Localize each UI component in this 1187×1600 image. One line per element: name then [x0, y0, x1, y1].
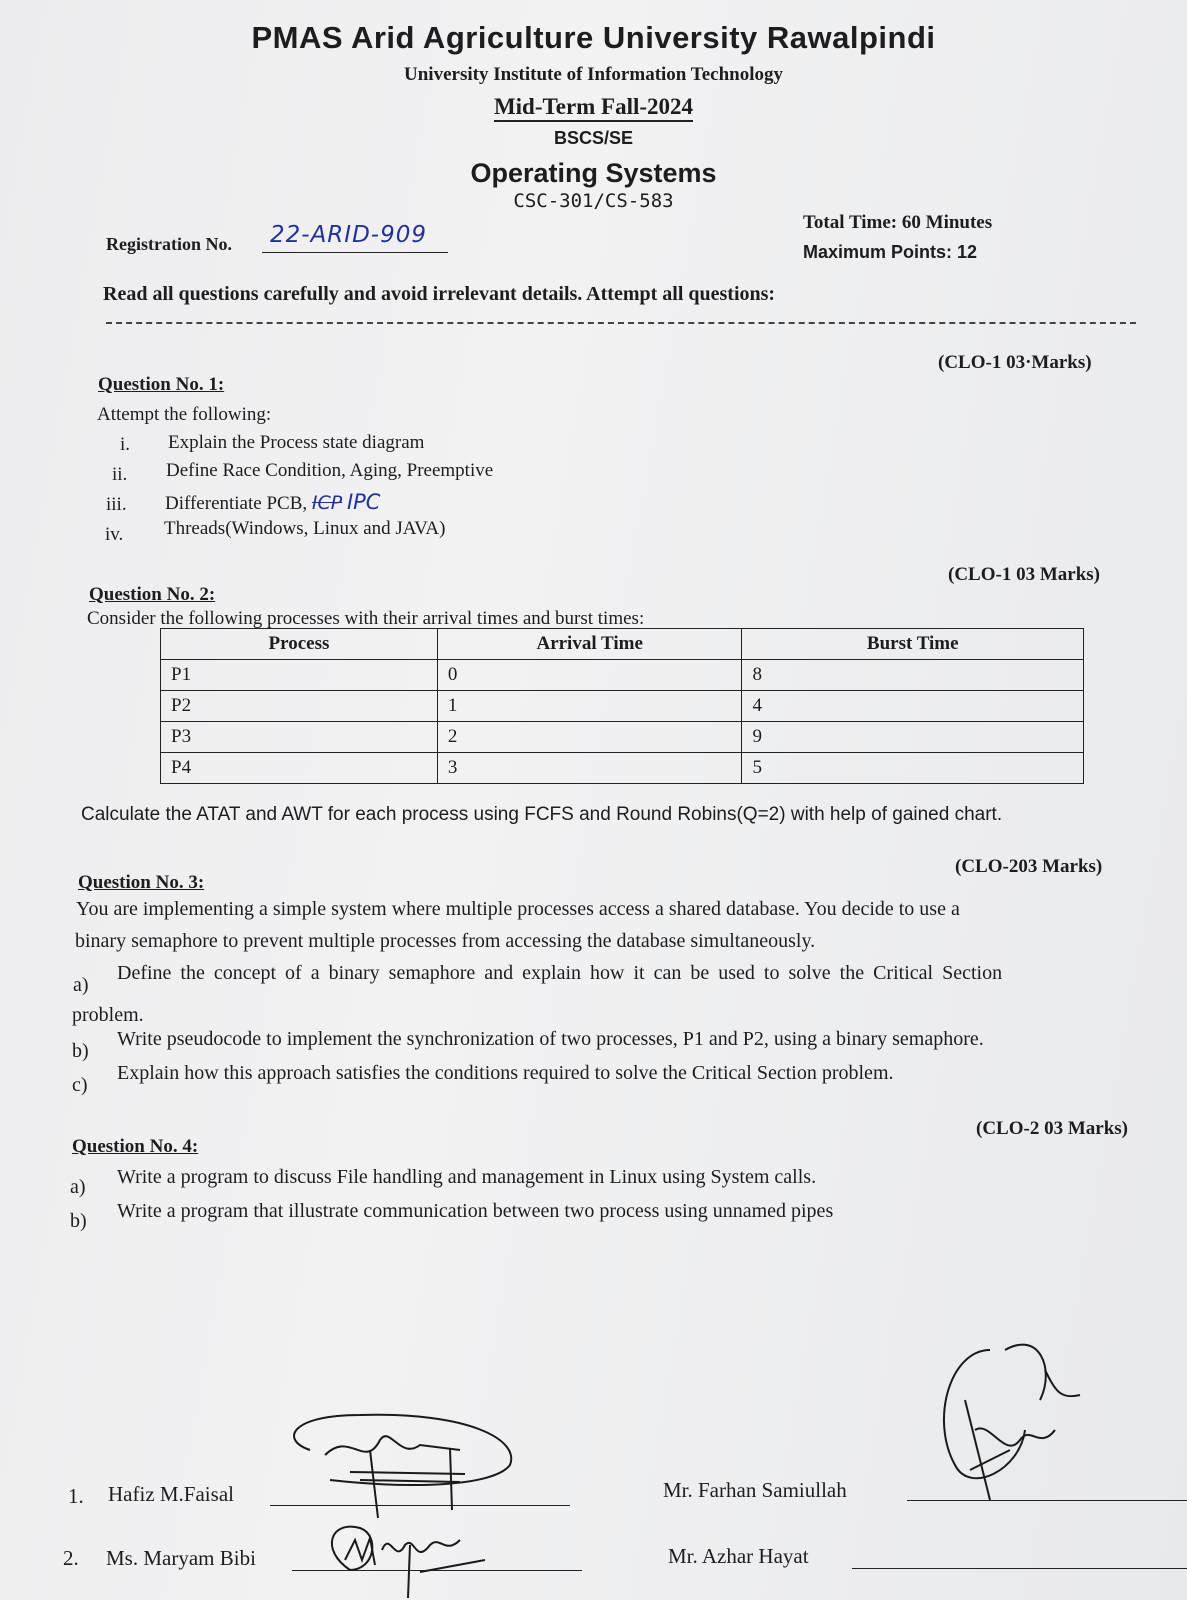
signatory-num: 1.	[68, 1484, 84, 1508]
maximum-points: Maximum Points: 12	[803, 242, 978, 262]
q1-clo: (CLO-1 03·Marks)	[938, 352, 1092, 373]
dashed-divider	[106, 322, 1136, 324]
registration-value: 22-ARID-909	[270, 222, 427, 248]
q1-item-text-print: Differentiate PCB,	[165, 493, 308, 514]
course-title: Operating Systems	[470, 158, 717, 188]
course-code: CSC-301/CS-583	[513, 190, 674, 212]
q3-part-text: Explain how this approach satisfies the conditions required to solve the Critical Section problem.	[117, 1062, 894, 1084]
q1-item-num: iii.	[106, 494, 127, 515]
q2-clo: (CLO-1 03 Marks)	[948, 564, 1100, 585]
signature-maryam	[320, 1510, 500, 1600]
registration-line	[262, 252, 448, 253]
q3-intro-line2: binary semaphore to prevent multiple processes from accessing the database simultaneously.	[75, 930, 816, 952]
q2-title: Question No. 2:	[89, 584, 216, 605]
table-row	[161, 722, 1084, 753]
table-row	[161, 660, 1084, 691]
exam-title-text: Mid-Term Fall-2024	[494, 94, 693, 122]
column-header: Burst Time	[742, 629, 1084, 660]
column-header: Arrival Time	[437, 629, 742, 660]
signatory-name: Hafiz M.Faisal	[108, 1482, 234, 1506]
signatory-name: Mr. Farhan Samiullah	[663, 1478, 847, 1502]
q3-title: Question No. 3:	[78, 872, 205, 893]
q4-part-text: Write a program that illustrate communication between two process using unnamed pipes	[117, 1200, 834, 1222]
table-cell: P2	[161, 691, 438, 722]
q1-item-num: i.	[120, 434, 131, 455]
table-cell: P4	[161, 753, 438, 784]
table-row	[161, 691, 1084, 722]
q4-part-label: a)	[70, 1176, 86, 1198]
q1-item-text: Threads(Windows, Linux and JAVA)	[164, 518, 446, 539]
q3-part-text: Write pseudocode to implement the synchronization of two processes, P1 and P2, using a binary semaphore.	[117, 1028, 984, 1050]
total-time: Total Time: 60 Minutes	[803, 212, 993, 233]
q3-part-label: b)	[72, 1040, 89, 1062]
q3-part-label: c)	[72, 1074, 88, 1096]
table-cell: 8	[742, 660, 1084, 691]
column-header: Process	[161, 629, 438, 660]
signature-line	[852, 1568, 1187, 1569]
q1-item-text: Explain the Process state diagram	[168, 432, 425, 453]
q2-intro: Consider the following processes with their arrival times and burst times:	[87, 608, 645, 629]
program-name: BSCS/SE	[553, 128, 634, 148]
signature-farhan	[930, 1330, 1100, 1530]
table-row	[161, 753, 1084, 784]
table-cell: 4	[742, 691, 1084, 722]
instructions: Read all questions carefully and avoid irrelevant details. Attempt all questions:	[103, 283, 776, 305]
q3-clo: (CLO-203 Marks)	[955, 856, 1103, 877]
table-cell: P3	[161, 722, 438, 753]
q1-item-num: ii.	[112, 464, 128, 485]
signatory-name: Ms. Maryam Bibi	[106, 1546, 256, 1570]
q1-item-text: Define Race Condition, Aging, Preemptive	[166, 460, 494, 481]
table-header-row	[161, 629, 1084, 660]
q3-part-cont: problem.	[72, 1004, 144, 1026]
signature-faisal	[270, 1410, 530, 1520]
exam-title	[0, 94, 1187, 120]
registration-label: Registration No.	[106, 234, 232, 254]
university-name: PMAS Arid Agriculture University Rawalpindi	[251, 20, 936, 55]
table-cell: 1	[437, 691, 742, 722]
q1-title: Question No. 1:	[98, 374, 225, 395]
q3-part-label: a)	[73, 974, 89, 996]
q3-part-text: Define the concept of a binary semaphore and explain how it can be used to solve the Critical Section	[117, 962, 1003, 984]
q2-task: Calculate the ATAT and AWT for each process using FCFS and Round Robins(Q=2) with help of gained chart.	[81, 804, 1003, 825]
q4-part-text: Write a program to discuss File handling and management in Linux using System calls.	[117, 1166, 817, 1188]
q4-title: Question No. 4:	[72, 1136, 199, 1157]
q1-intro: Attempt the following:	[97, 404, 272, 425]
q4-part-label: b)	[70, 1210, 87, 1232]
q1-item-text	[165, 490, 380, 515]
struck-text: ICP	[311, 492, 343, 514]
process-table	[160, 628, 1084, 784]
table-cell: 2	[437, 722, 742, 753]
signatory-num: 2.	[63, 1546, 79, 1570]
institute-name: University Institute of Information Technology	[404, 64, 783, 85]
table-cell: P1	[161, 660, 438, 691]
table-cell: 5	[742, 753, 1084, 784]
signatory-name: Mr. Azhar Hayat	[668, 1544, 809, 1568]
table-cell: 0	[437, 660, 742, 691]
table-cell: 3	[437, 753, 742, 784]
q1-item-num: iv.	[105, 524, 124, 545]
handwritten-correction: IPC	[346, 490, 381, 514]
q3-intro-line1: You are implementing a simple system where multiple processes access a shared database. You decide to use a	[76, 898, 960, 920]
q4-clo: (CLO-2 03 Marks)	[976, 1118, 1128, 1139]
table-cell: 9	[742, 722, 1084, 753]
